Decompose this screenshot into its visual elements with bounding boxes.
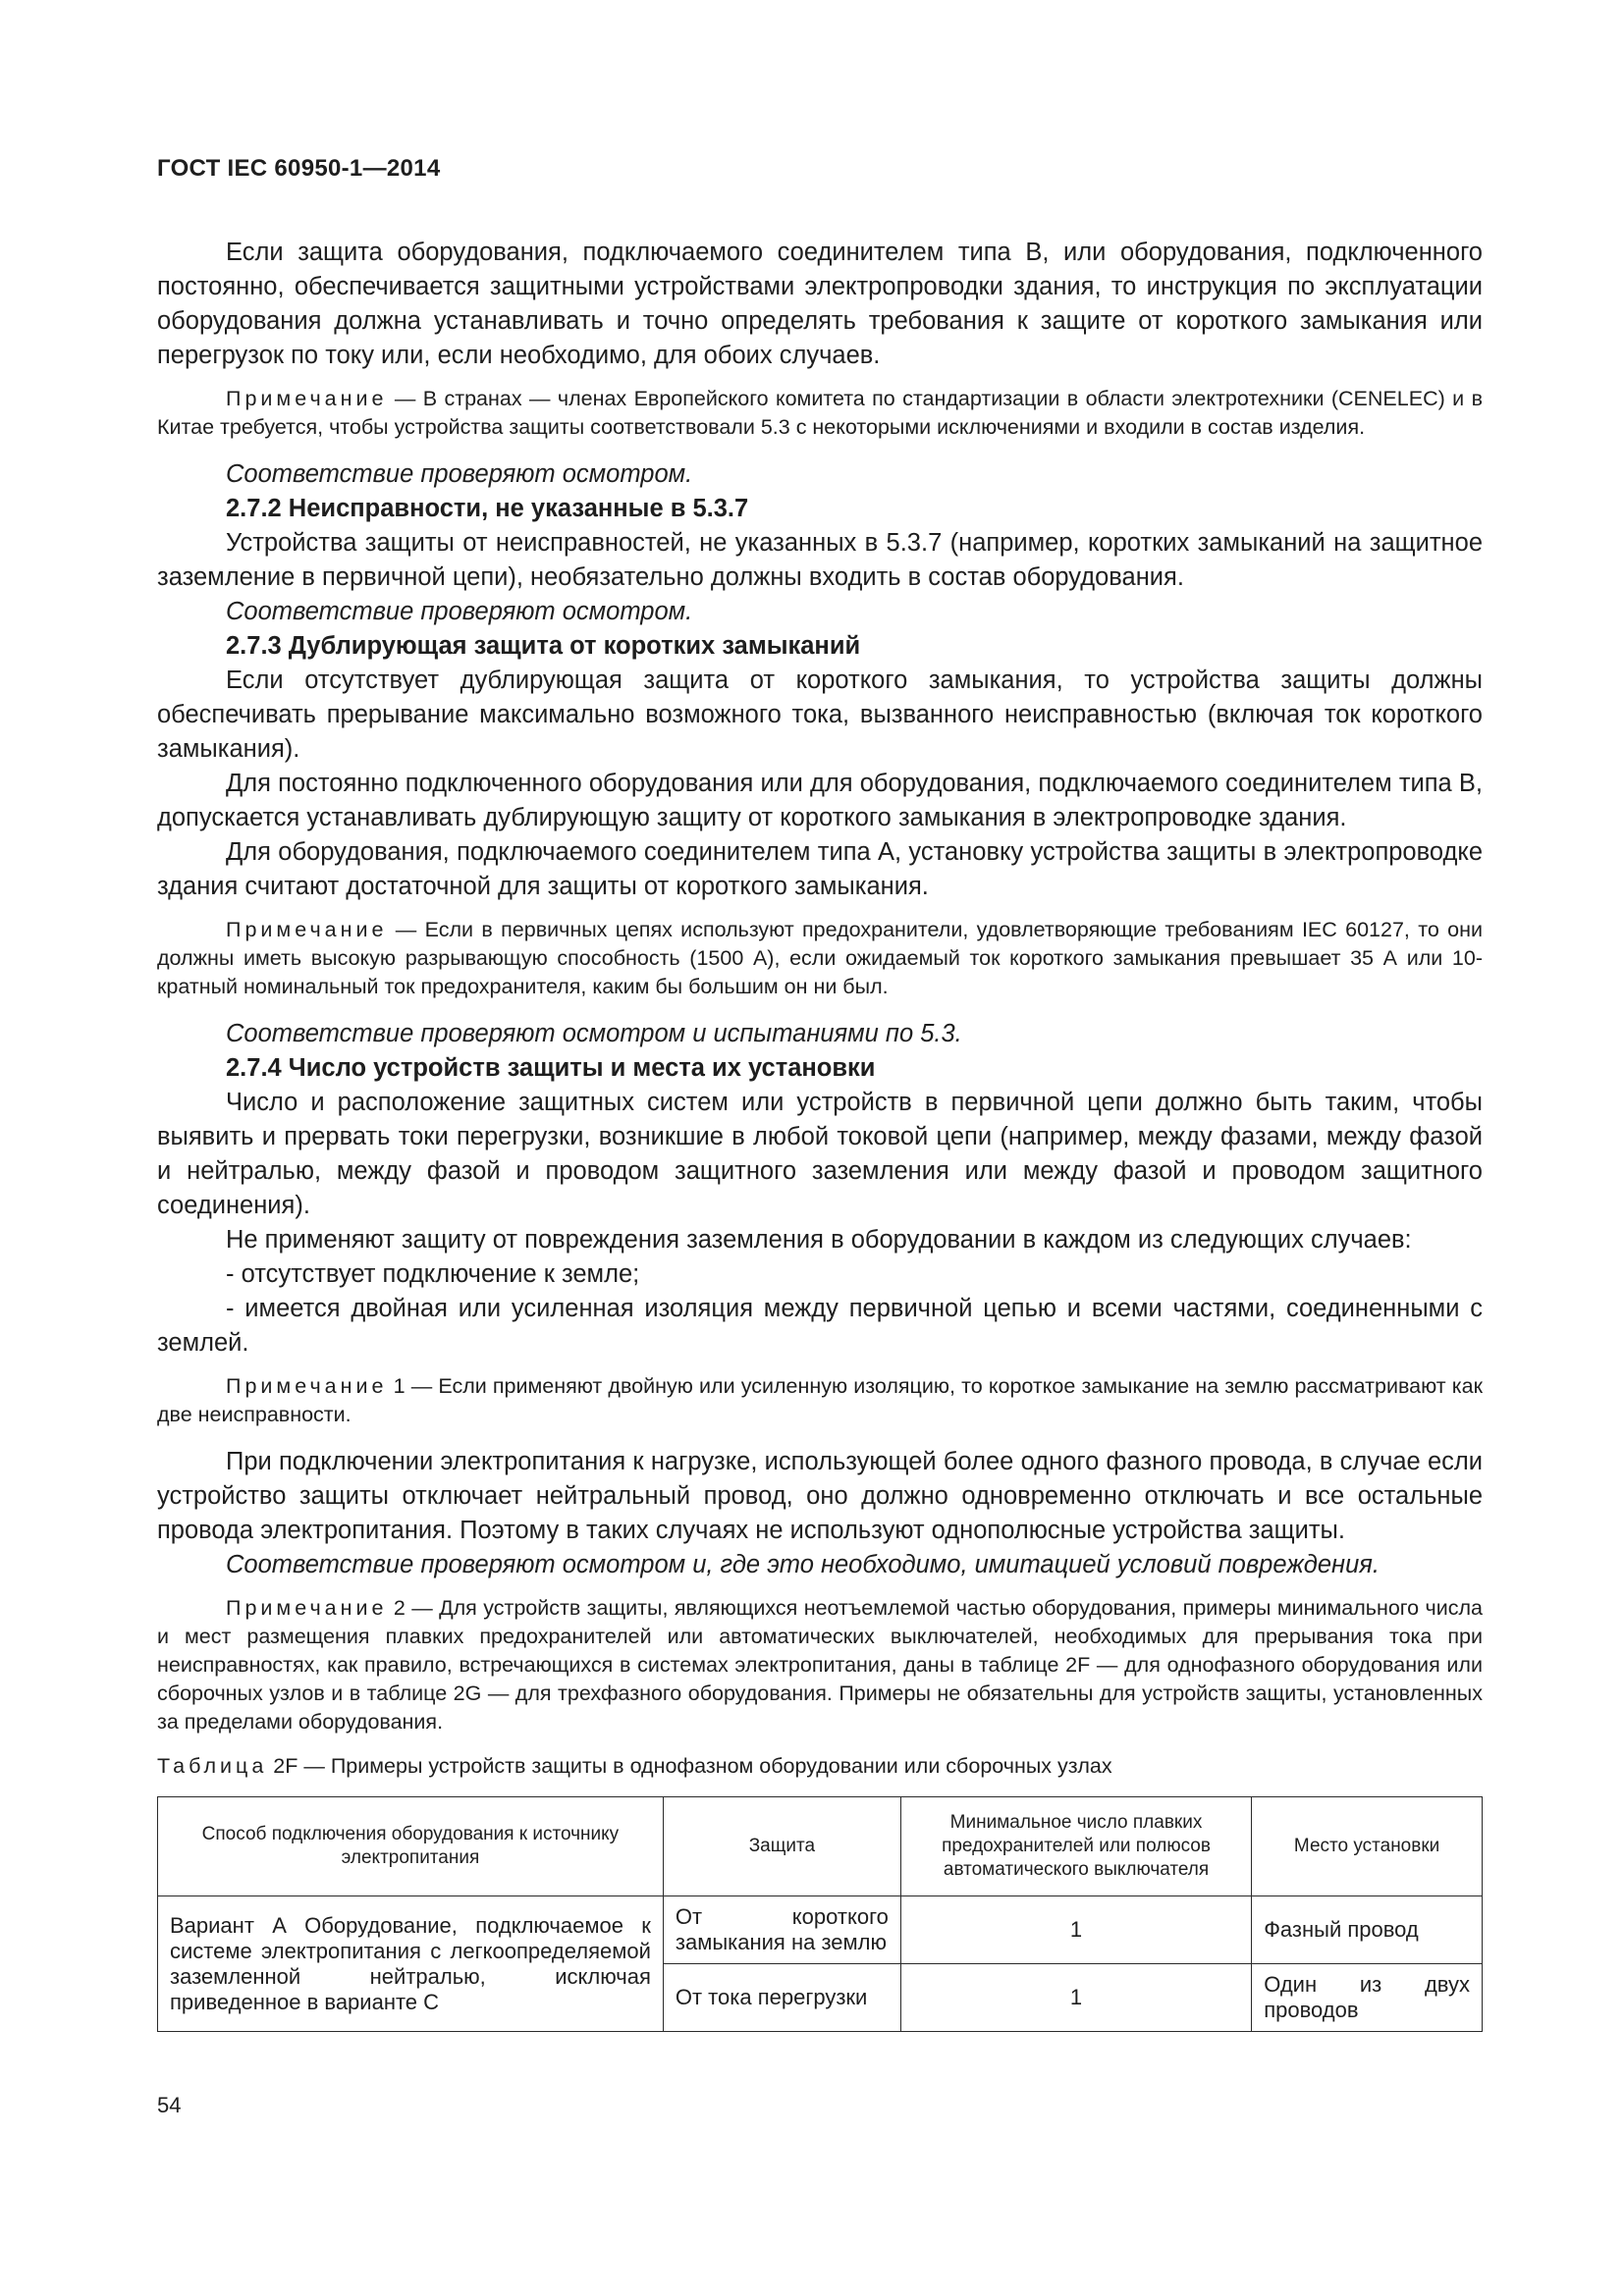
table-header-row [158,1797,1483,1896]
section-heading-2-7-4: 2.7.4 Число устройств защиты и места их установки [226,1054,876,1082]
variant-a-cell: Вариант А Оборудование, подключаемое к системе электропитания с легкоопределяемой заземленной нейтралью, исключая приведенное в варианте С [158,1896,664,2032]
column-header: Минимальное число плавких предохранителей или полюсов автоматического выключателя [900,1797,1251,1896]
standard-header: ГОСТ IEC 60950-1—2014 [157,155,441,182]
location-cell: Один из двух проводов [1252,1964,1483,2032]
paragraph: Для постоянно подключенного оборудования или для оборудования, подключаемого соединителем типа В, допускается устанавливать дублирующую защиту от короткого замыкания в электропроводке здания. [157,770,1483,831]
column-header: Место установки [1252,1797,1483,1896]
list-item: - имеется двойная или усиленная изоляция между первичной цепью и всеми частями, соединенными с землей. [157,1295,1483,1357]
page-number: 54 [157,2093,182,2117]
note [157,916,1483,1001]
protection-cell: От короткого замыкания на землю [663,1896,900,1964]
protection-table [157,1796,1483,2032]
paragraph: Если отсутствует дублирующая защита от короткого замыкания, то устройства защиты должны обеспечивать прерывание максимально возможного тока, вызванного неисправностью (включая ток короткого замыкания). [157,667,1483,763]
table-caption [157,1752,1483,1781]
paragraph: При подключении электропитания к нагрузке, использующей более одного фазного провода, в случае если устройство защиты отключает нейтральный провод, оно должно одновременно отключать и все остальные провода электропитания. Поэтому в таких случаях не используют однополюсные устройства защиты. [157,1448,1483,1544]
note [157,1594,1483,1736]
count-cell: 1 [900,1964,1251,2032]
protection-cell: От тока перегрузки [663,1964,900,2032]
column-header: Способ подключения оборудования к источнику электропитания [158,1797,664,1896]
list-item: - отсутствует подключение к земле; [226,1260,640,1288]
compliance-text: Соответствие проверяют осмотром и, где это необходимо, имитацией условий повреждения. [226,1551,1380,1578]
note-label: Примечание [226,1596,388,1620]
section-heading-2-7-2: 2.7.2 Неисправности, не указанные в 5.3.7 [226,495,749,522]
section-heading-2-7-3: 2.7.3 Дублирующая защита от коротких замыканий [226,632,861,660]
count-cell: 1 [900,1896,1251,1964]
location-cell: Фазный провод [1252,1896,1483,1964]
compliance-text: Соответствие проверяют осмотром и испытаниями по 5.3. [226,1020,962,1047]
paragraph: Не применяют защиту от повреждения заземления в оборудовании в каждом из следующих случаев: [226,1226,1412,1254]
paragraph: Число и расположение защитных систем или устройств в первичной цепи должно быть таким, чтобы выявить и прервать токи перегрузки, возникшие в любой токовой цепи (например, между фазами, между фазой и нейтралью, между фазой и проводом защитного заземления или между фазой и проводом защитного соединения). [157,1089,1483,1219]
note [157,385,1483,442]
note-text: — В странах — членах Европейского комитета по стандартизации в области электротехники (CENELEC) и в Китае требуется, чтобы устройства защиты соответствовали 5.3 с некоторыми исключениями и входили в состав изделия. [157,387,1483,439]
note-label: Примечание [226,387,388,410]
note-text: 1 — Если применяют двойную или усиленную изоляцию, то короткое замыкание на землю рассматривают как две неисправности. [157,1374,1483,1426]
table-caption-label: Таблица [157,1754,268,1778]
note-text: — Если в первичных цепях используют предохранители, удовлетворяющие требованиям IEC 60127, то они должны иметь высокую разрывающую способность (1500 А), если ожидаемый ток короткого замыкания превышает 35 А или 10-кратный номинальный ток предохранителя, каким бы большим он ни был. [157,918,1483,998]
paragraph: Устройства защиты от неисправностей, не указанных в 5.3.7 (например, коротких замыканий на защитное заземление в первичной цепи), необязательно должны входить в состав оборудования. [157,529,1483,591]
paragraph: Если защита оборудования, подключаемого соединителем типа В, или оборудования, подключенного постоянно, обеспечивается защитными устройствами электропроводки здания, то инструкция по эксплуатации оборудования должна устанавливать и точно определять требования к защите от короткого замыкания или перегрузок по току или, если необходимо, для обоих случаев. [157,239,1483,369]
note-label: Примечание [226,1374,388,1398]
compliance-text: Соответствие проверяют осмотром. [226,598,693,625]
compliance-text: Соответствие проверяют осмотром. [226,460,693,488]
column-header: Защита [663,1797,900,1896]
note-label: Примечание [226,918,388,941]
document-page [157,155,1483,2032]
note-text: 2 — Для устройств защиты, являющихся неотъемлемой частью оборудования, примеры минимального числа и мест размещения плавких предохранителей или автоматических выключателей, необходимых для прерывания тока при неисправностях, как правило, встречающихся в системах электропитания, даны в таблице 2F — для однофазного оборудования или сборочных узлов и в таблице 2G — для трехфазного оборудования. Примеры не обязательны для устройств защиты, установленных за пределами оборудования. [157,1596,1483,1734]
table-caption-text: 2F — Примеры устройств защиты в однофазном оборудовании или сборочных узлах [267,1754,1112,1778]
note [157,1372,1483,1429]
paragraph: Для оборудования, подключаемого соединителем типа А, установку устройства защиты в электропроводке здания считают достаточной для защиты от короткого замыкания. [157,838,1483,900]
table-row [158,1896,1483,1964]
